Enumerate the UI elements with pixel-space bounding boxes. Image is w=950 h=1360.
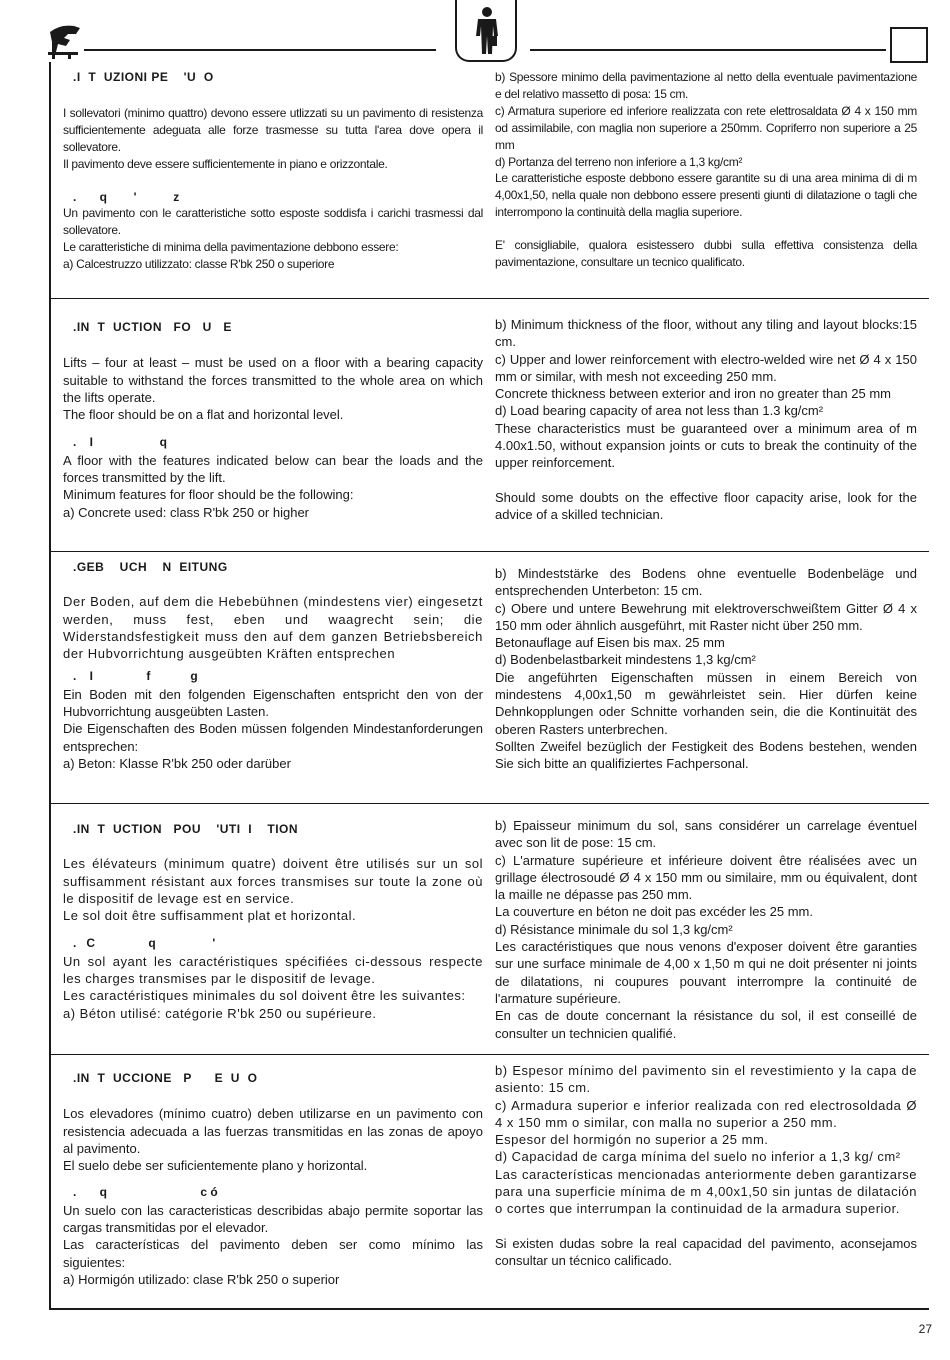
requirements-paragraph: Un pavimento con le caratteristiche sotto esposte soddisfa i carichi trasmessi dal sollevatore. Le caratteristiche di minima della pavimentazione debbono essere: a) Calcestruzzo utilizzato: classe R'bk 250 o superiore (63, 206, 483, 272)
section-subtitle: . C q ' (73, 936, 216, 951)
requirements-paragraph: A floor with the features indicated below can bear the loads and the forces transmitted by the lift. Minimum features for floor should be the following: a) Concrete used: class R'bk 250 or higher (63, 452, 483, 520)
specifications-paragraph: b) Espesor mínimo del pavimento sin el revestimiento y la capa de asiento: 15 cm. c) Armadura superior e inferior realizada con red electrosoldada Ø 4 x 150 mm o similar, con malla no superior a 250 mm. Espesor del hormigón no superior a 25 mm. d) Capacidad de carga mínima del suelo no inferior a 1,3 kg/ cm² Las características mencionadas anteriormente deben garantizarse para una superficie mínima de m 4,00x1,50 sin juntas de dilatación o cortes que interrumpan la continuidad de la armadura superior. (495, 1063, 917, 1217)
section-subtitle: . q ' z (73, 189, 180, 204)
section-title: .IN T UCTION FO U E (73, 320, 232, 334)
requirements-paragraph: Un suelo con las caracteristicas describidas abajo permite soportar las cargas transmitidas por el elevador. Las características del pavimento deben ser como mínimo las siguientes: a) Hormigón utilizado: clase R'bk 250 o superior (63, 1202, 483, 1287)
specifications-paragraph: b) Mindeststärke des Bodens ohne eventuelle Bodenbeläge und entsprechenden Unterbeton: 15 cm. c) Obere und untere Bewehrung mit elektroverschweißtem Gitter Ø 4 x 150 mm oder ähnlich ausgeführt, mit Raster nicht über 250 mm. Betonauflage auf Eisen bis max. 25 mm d) Bodenbelastbarkeit mindestens 1,3 kg/cm² Die angeführten Eigenschaften müssen in einem Bereich von mindestens 4,00x1,50 m gewährleistet sein. Hier dürfen keine Dehnkopplungen oder Schnitte vorhanden sein, die die Kontinuität des oberen Rasters unterbrechen. Sollten Zweifel bezüglich der Festigkeit des Bodens bestehen, wenden Sie sich bitte an qualifiziertes Fachpersonal. (495, 566, 917, 772)
specifications-paragraph: b) Minimum thickness of the floor, without any tiling and layout blocks:15 cm. c) Upper and lower reinforcement with electro-welded wire net Ø 4 x 150 mm or similar, with mesh not exceeding 250 mm. Concrete thickness between exterior and iron no greater than 25 mm d) Load bearing capacity of area not less than 1.3 kg/cm² These characteristics must be guaranteed over a minimum area of m 4.00x1.50, without expansion joints or cuts to break the continuity of the upper reinforcement. (495, 317, 917, 471)
advice-paragraph: E' consigliabile, qualora esistessero dubbi sulla effettiva consistenza della pavimentazione, consultare un tecnico qualificato. (495, 238, 917, 270)
specifications-paragraph: b) Epaisseur minimum du sol, sans considérer un carrelage éventuel avec son lit de pose: 15 cm. c) L'armature supérieure et inférieure doivent être réalisées avec un grillage électrosoudé Ø 4 x 150 mm ou similaire, mm ou équivalent, dont la maille ne dépasse pas 250 mm. La couverture en béton ne doit pas excéder les 25 mm. d) Résistance minimale du sol 1,3 kg/cm² Les caractéristiques que nous venons d'exposer doivent être garanties sur une surface minimale de 4,00 x 1,50 m qui ne doit présenter ni joints de dilatations, ni coupures pouvant interrompre la continuité de l'armature supérieure. En cas de doute concernant la résistance du sol, il est conseillé de consulter un technicien qualifié. (495, 818, 917, 1041)
requirements-paragraph: Un sol ayant les caractéristiques spécifiées ci-dessous respecte les charges transmises par le dispositif de levage. Les caractéristiques minimales du sol doivent être les suivantes: a) Béton utilisé: catégorie R'bk 250 ou supérieure. (63, 953, 483, 1021)
section-title: .IN T UCCIONE P E U O (73, 1071, 258, 1085)
operator-badge (455, 0, 517, 62)
intro-paragraph: Lifts – four at least – must be used on a floor with a bearing capacity suitable to withstand the forces transmitted to the whole area on which the lifts operate. The floor should be on a flat and horizontal level. (63, 355, 483, 423)
advice-paragraph: Should some doubts on the effective floor capacity arise, look for the advice of a skilled technician. (495, 489, 917, 522)
section-french (51, 804, 929, 1055)
intro-paragraph: I sollevatori (minimo quattro) devono essere utlizzati su un pavimento di resistenza sufficientemente adeguata alle forze trasmesse su tutta l'area dove opera il sollevatore. Il pavimento deve essere sufficientemente in piano e orizzontale. (63, 105, 483, 171)
section-subtitle: . q c ó (73, 1185, 218, 1200)
operator-person-icon (473, 6, 501, 56)
section-spanish (51, 1055, 929, 1309)
language-box (890, 27, 928, 63)
intro-paragraph: Les élévateurs (minimum quatre) doivent être utilisés sur un sol suffisamment résistant aux forces transmises sur toute la zone où le dispositif de levage est en service. Le sol doit être suffisamment plat et horizontal. (63, 856, 483, 924)
section-italian (51, 62, 929, 299)
section-german (51, 552, 929, 804)
lift-logo-icon (46, 22, 88, 60)
requirements-paragraph: Ein Boden mit den folgenden Eigenschaften entspricht den von der Hubvorrichtung ausgeübten Lasten. Die Eigenschaften des Boden müssen folgenden Mindestanforderungen entsprechen: a) Beton: Klasse R'bk 250 oder darüber (63, 686, 483, 771)
header-rule-right (530, 49, 886, 51)
header-rule-left (84, 49, 436, 51)
advice-paragraph: Si existen dudas sobre la real capacidad del pavimento, aconsejamos consultar un técnico calificado. (495, 1235, 917, 1268)
section-title: .GEB UCH N EITUNG (73, 560, 228, 574)
intro-paragraph: Los elevadores (mínimo cuatro) deben utilizarse en un pavimento con resistencia adecuada a las fuerzas transmitidas en las zonas de apoyo al pavimento. El suelo debe ser suficientemente plano y horizontal. (63, 1106, 483, 1174)
section-subtitle: . I q (73, 435, 168, 450)
section-subtitle: . I f g (73, 669, 198, 684)
specifications-paragraph: b) Spessore minimo della pavimentazione al netto della eventuale pavimentazione e del relativo massetto di posa: 15 cm. c) Armatura superiore ed inferiore realizzata con rete elettrosaldata Ø 4 x 150 mm od assimilabile, con maglia non superiore a 250mm. Copriferro non superiore a 25 mm d) Portanza del terreno non inferiore a 1,3 kg/cm² Le caratteristiche esposte debbono essere garantite su di una area minima di di m 4,00x1,50, nella quale non debbono essere presenti giunti di dilatazione o tagli che interrompono la continuità della maglia superiore. (495, 70, 917, 220)
section-title: .I T UZIONI PE 'U O (73, 70, 214, 84)
page-number: 27 (918, 1322, 932, 1336)
section-english (51, 299, 929, 552)
intro-paragraph: Der Boden, auf dem die Hebebühnen (mindestens vier) eingesetzt werden, muss fest, eben und waagrecht sein; die Widerstandsfestigkeit muss den auf dem ganzen Betriebsbereich der Hubvorrichtung ausgeübten Kräften entsprechen (63, 594, 483, 662)
section-title: .IN T UCTION POU 'UTI I TION (73, 822, 299, 836)
